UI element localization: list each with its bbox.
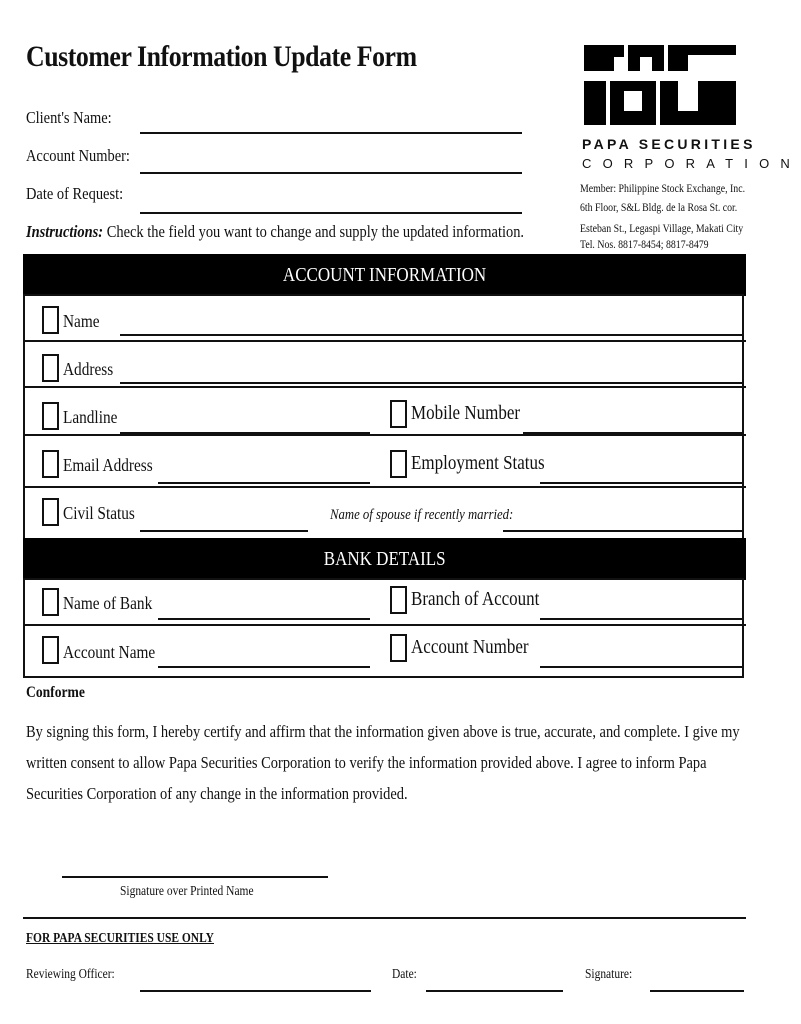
spouse-name-field[interactable] bbox=[503, 530, 744, 532]
email-address-field[interactable] bbox=[158, 482, 370, 484]
address-field[interactable] bbox=[120, 382, 744, 384]
employment-status-checkbox[interactable] bbox=[390, 450, 407, 478]
email-address-checkbox[interactable] bbox=[42, 450, 59, 478]
company-address-line2: 6th Floor, S&L Bldg. de la Rosa St. cor. bbox=[580, 200, 738, 214]
name-field[interactable] bbox=[120, 334, 744, 336]
civil-status-label: Civil Status bbox=[63, 503, 135, 523]
employment-status-field[interactable] bbox=[540, 482, 744, 484]
reviewing-officer-label: Reviewing Officer: bbox=[26, 967, 115, 982]
branch-of-account-label: Branch of Account bbox=[411, 588, 540, 610]
row-divider bbox=[23, 624, 746, 626]
landline-field[interactable] bbox=[120, 432, 370, 434]
mobile-number-label: Mobile Number bbox=[411, 402, 521, 424]
bank-account-number-label: Account Number bbox=[411, 636, 529, 658]
reviewing-officer-field[interactable] bbox=[140, 990, 371, 992]
company-name-line2: CORPORATION bbox=[582, 156, 801, 171]
name-checkbox[interactable] bbox=[42, 306, 59, 334]
row-divider bbox=[23, 386, 746, 388]
client-name-label: Client's Name: bbox=[26, 108, 112, 127]
account-information-heading: ACCOUNT INFORMATION bbox=[23, 254, 746, 296]
account-number-field[interactable] bbox=[140, 172, 522, 174]
landline-label: Landline bbox=[63, 407, 118, 427]
branch-of-account-checkbox[interactable] bbox=[390, 586, 407, 614]
instructions-label: Instructions: bbox=[26, 222, 104, 241]
bank-account-number-field[interactable] bbox=[540, 666, 744, 668]
email-address-label: Email Address bbox=[63, 455, 153, 475]
company-address-line3: Esteban St., Legaspi Village, Makati City bbox=[580, 221, 744, 235]
mobile-number-checkbox[interactable] bbox=[390, 400, 407, 428]
spouse-name-label: Name of spouse if recently married: bbox=[330, 507, 514, 523]
civil-status-field[interactable] bbox=[140, 530, 308, 532]
name-of-bank-label: Name of Bank bbox=[63, 593, 153, 613]
account-number-checkbox[interactable] bbox=[390, 634, 407, 662]
mobile-number-field[interactable] bbox=[523, 432, 744, 434]
office-use-title: FOR PAPA SECURITIES USE ONLY bbox=[26, 931, 214, 946]
company-address-line4: Tel. Nos. 8817-8454; 8817-8479 bbox=[580, 237, 709, 251]
conforme-text: By signing this form, I hereby certify and affirm that the information given above is true, accurate, and complete. I give my written consent to allow Papa Securities Corporation to verify the information provided above. I agree to inform Papa Securities Corporation of any change in the information provided. bbox=[26, 722, 740, 803]
conforme-title: Conforme bbox=[26, 684, 85, 701]
name-of-bank-checkbox[interactable] bbox=[42, 588, 59, 616]
name-label: Name bbox=[63, 311, 100, 331]
client-name-field[interactable] bbox=[140, 132, 522, 134]
date-of-request-field[interactable] bbox=[140, 212, 522, 214]
address-checkbox[interactable] bbox=[42, 354, 59, 382]
page-title: Customer Information Update Form bbox=[26, 40, 417, 73]
account-name-checkbox[interactable] bbox=[42, 636, 59, 664]
signature-field[interactable] bbox=[62, 876, 328, 878]
company-address-line1: Member: Philippine Stock Exchange, Inc. bbox=[580, 181, 746, 195]
employment-status-label: Employment Status bbox=[411, 452, 545, 474]
date-field[interactable] bbox=[426, 990, 563, 992]
papa-securities-logo bbox=[584, 45, 736, 125]
office-signature-field[interactable] bbox=[650, 990, 744, 992]
date-of-request-label: Date of Request: bbox=[26, 184, 124, 203]
row-divider bbox=[23, 486, 746, 488]
instructions-text: Check the field you want to change and supply the updated information. bbox=[106, 222, 525, 241]
landline-checkbox[interactable] bbox=[42, 402, 59, 430]
bank-details-heading: BANK DETAILS bbox=[23, 538, 746, 580]
civil-status-checkbox[interactable] bbox=[42, 498, 59, 526]
instructions bbox=[26, 222, 524, 242]
name-of-bank-field[interactable] bbox=[158, 618, 370, 620]
office-signature-label: Signature: bbox=[585, 967, 633, 982]
company-name-line1: PAPA SECURITIES bbox=[582, 136, 756, 152]
account-name-field[interactable] bbox=[158, 666, 370, 668]
row-divider bbox=[23, 434, 746, 436]
office-use-divider bbox=[23, 917, 746, 919]
row-divider bbox=[23, 340, 746, 342]
date-label: Date: bbox=[392, 967, 417, 982]
address-label: Address bbox=[63, 359, 114, 379]
account-number-label: Account Number: bbox=[26, 146, 130, 165]
account-name-label: Account Name bbox=[63, 642, 156, 662]
signature-label: Signature over Printed Name bbox=[120, 884, 254, 899]
branch-of-account-field[interactable] bbox=[540, 618, 744, 620]
